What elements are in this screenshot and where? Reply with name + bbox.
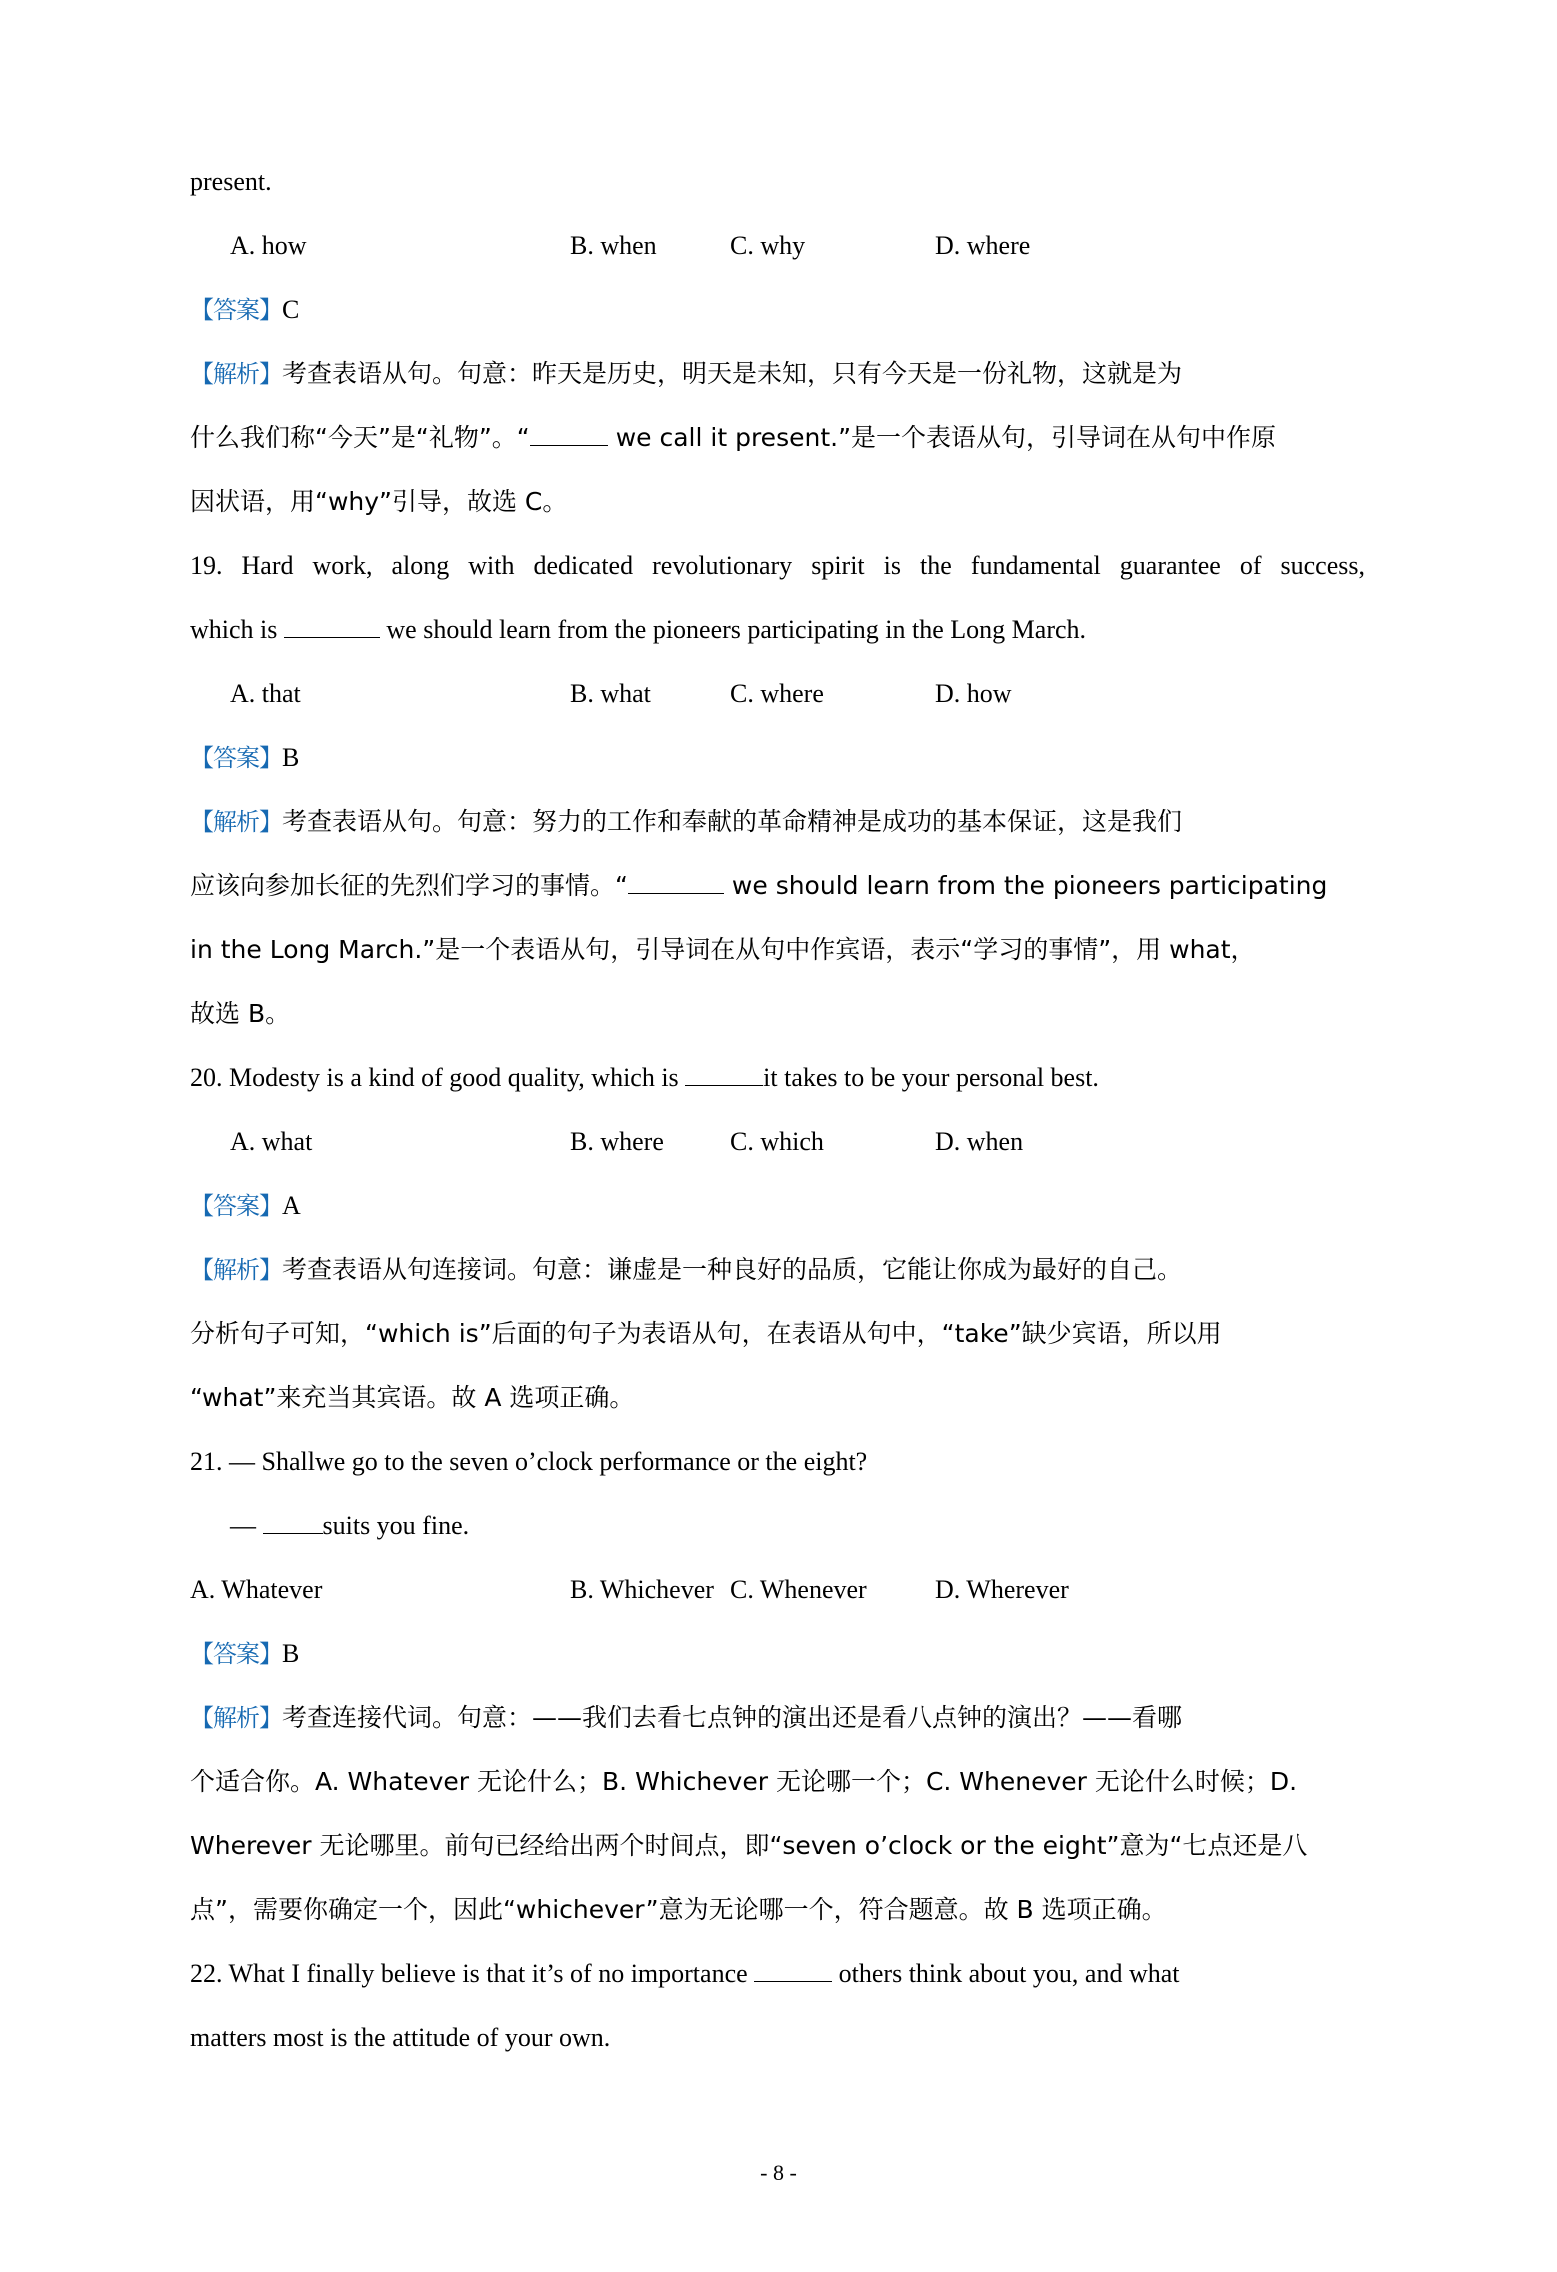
q21-analysis-line1: 考查连接代词。句意：——我们去看七点钟的演出还是看八点钟的演出？——看哪 xyxy=(282,1703,1183,1732)
q22-stem-line2: matters most is the attitude of your own. xyxy=(190,2023,611,2052)
q19-analysis-line1: 考查表语从句。句意：努力的工作和奉献的革命精神是成功的基本保证，这是我们 xyxy=(282,807,1183,836)
q22-stem-line1 xyxy=(190,1942,1365,2006)
q18-analysis-line1: 考查表语从句。句意：昨天是历史，明天是未知，只有今天是一份礼物，这就是为 xyxy=(282,359,1183,388)
q19-stem-line2-pre: which is xyxy=(190,615,284,644)
q18-analysis-line3: 因状语，用“why”引导，故选 C。 xyxy=(190,487,568,516)
q21-analysis-line3: Wherever 无论哪里。前句已经给出两个时间点，即“seven o’clock or the eight”意为“七点还是八 xyxy=(190,1831,1308,1860)
q19-option-c[interactable]: C. where xyxy=(730,679,824,708)
q18-options xyxy=(190,214,1365,278)
q21-analysis-line2: 个适合你。A. Whatever 无论什么；B. Whichever 无论哪一个；C. Whenever 无论什么时候；D. xyxy=(190,1767,1298,1796)
q19-option-b[interactable]: B. what xyxy=(570,679,651,708)
q18-answer-value: C xyxy=(282,295,300,324)
q19-stem-line1: 19. Hard work, along with dedicated revolutionary spirit is the fundamental guarantee of success, xyxy=(190,551,1365,580)
answer-tag: 【答案】 xyxy=(190,296,282,324)
q20-stem-post: it takes to be your personal best. xyxy=(763,1063,1099,1092)
q21-stem-line2-pre: — xyxy=(230,1511,263,1540)
q21-stem-blank xyxy=(263,1533,323,1534)
q18-analysis-blank xyxy=(530,445,608,446)
q18-option-b[interactable]: B. when xyxy=(570,231,657,260)
q21-option-b[interactable]: B. Whichever xyxy=(570,1575,714,1604)
q19-analysis-line2-mid: we should learn from the pioneers participating xyxy=(723,871,1328,900)
q20-option-c[interactable]: C. which xyxy=(730,1127,824,1156)
analysis-tag: 【解析】 xyxy=(190,808,282,836)
q21-stem-line2 xyxy=(190,1494,1365,1558)
q19-analysis-line4: 故选 B。 xyxy=(190,999,291,1028)
q20-options xyxy=(190,1110,1365,1174)
q21-stem-line1: 21. — Shallwe go to the seven o’clock performance or the eight? xyxy=(190,1447,868,1476)
analysis-tag: 【解析】 xyxy=(190,360,282,388)
q22-stem-line1-pre: 22. What I finally believe is that it’s of no importance xyxy=(190,1959,755,1988)
q20-stem-pre: 20. Modesty is a kind of good quality, which is xyxy=(190,1063,686,1092)
q20-analysis-line1: 考查表语从句连接词。句意：谦虚是一种良好的品质，它能让你成为最好的自己。 xyxy=(282,1255,1183,1284)
q21-analysis xyxy=(190,1686,1365,1942)
page-content xyxy=(190,150,1365,2070)
q22-stem-blank xyxy=(754,1981,832,1982)
q19-analysis-line3: in the Long March.”是一个表语从句，引导词在从句中作宾语，表示“学习的事情”，用 what， xyxy=(190,935,1256,964)
q21-analysis-line4: 点”，需要你确定一个，因此“whichever”意为无论哪一个，符合题意。故 B 选项正确。 xyxy=(190,1895,1167,1924)
q19-analysis xyxy=(190,790,1365,1046)
q20-analysis xyxy=(190,1238,1365,1430)
q19-answer-row xyxy=(190,726,1365,790)
q20-option-d[interactable]: D. when xyxy=(935,1127,1024,1156)
q19-analysis-blank xyxy=(628,893,724,894)
q21-option-c[interactable]: C. Whenever xyxy=(730,1575,867,1604)
q21-answer-row xyxy=(190,1622,1365,1686)
q18-answer-row xyxy=(190,278,1365,342)
q21-option-a[interactable]: A. Whatever xyxy=(190,1575,323,1604)
q21-stem-line2-post: suits you fine. xyxy=(322,1511,470,1540)
q18-analysis-line2-mid: we call it present.”是一个表语从句，引导词在从句中作原 xyxy=(607,423,1277,452)
q20-option-b[interactable]: B. where xyxy=(570,1127,664,1156)
q19-answer-value: B xyxy=(282,743,300,772)
q18-option-c[interactable]: C. why xyxy=(730,231,806,260)
analysis-tag: 【解析】 xyxy=(190,1704,282,1732)
q19-analysis-line2-pre: 应该向参加长征的先烈们学习的事情。“ xyxy=(190,871,628,900)
q20-stem xyxy=(190,1046,1365,1110)
answer-tag: 【答案】 xyxy=(190,1640,282,1668)
q19-stem-line2-post: we should learn from the pioneers participating in the Long March. xyxy=(379,615,1087,644)
q18-analysis-line2-pre: 什么我们称“今天”是“礼物”。“ xyxy=(190,423,530,452)
q18-option-d[interactable]: D. where xyxy=(935,231,1031,260)
q18-analysis xyxy=(190,342,1365,534)
q21-answer-value: B xyxy=(282,1639,300,1668)
q20-analysis-line2: 分析句子可知，“which is”后面的句子为表语从句，在表语从句中，“take”缺少宾语，所以用 xyxy=(190,1319,1222,1348)
q20-option-a[interactable]: A. what xyxy=(230,1127,313,1156)
q18-option-a[interactable]: A. how xyxy=(230,231,307,260)
q20-answer-row xyxy=(190,1174,1365,1238)
page-number: - 8 - xyxy=(760,2160,797,2185)
answer-tag: 【答案】 xyxy=(190,1192,282,1220)
q21-options xyxy=(190,1558,1365,1622)
answer-tag: 【答案】 xyxy=(190,744,282,772)
q19-stem-blank xyxy=(284,637,380,638)
q20-answer-value: A xyxy=(282,1191,301,1220)
q19-option-d[interactable]: D. how xyxy=(935,679,1012,708)
q22-stem-line1-post: others think about you, and what xyxy=(832,1959,1180,1988)
analysis-tag: 【解析】 xyxy=(190,1256,282,1284)
q18-stem-tail: present. xyxy=(190,167,272,196)
q21-option-d[interactable]: D. Wherever xyxy=(935,1575,1069,1604)
q19-options xyxy=(190,662,1365,726)
q20-stem-blank xyxy=(685,1085,763,1086)
q20-analysis-line3: “what”来充当其宾语。故 A 选项正确。 xyxy=(190,1383,635,1412)
q19-option-a[interactable]: A. that xyxy=(230,679,301,708)
q19-stem-line2 xyxy=(190,598,1365,662)
